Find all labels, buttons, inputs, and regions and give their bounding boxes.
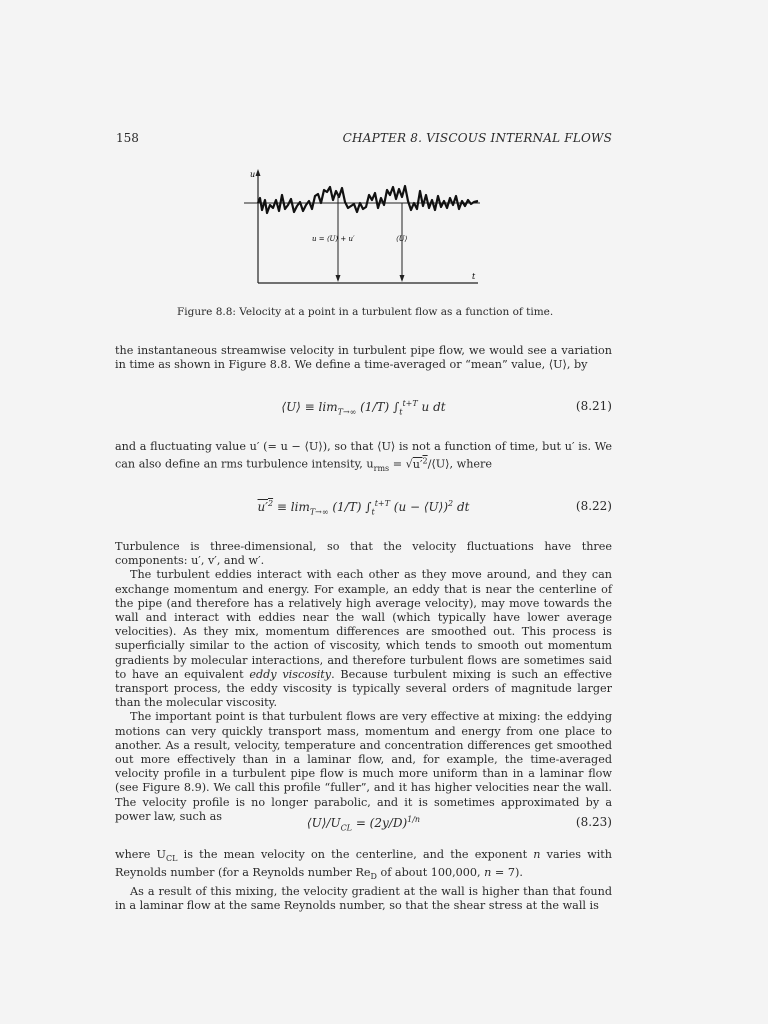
equation-number: (8.21)	[575, 399, 612, 413]
paragraph-fluctuating	[115, 440, 612, 476]
equation-body: $⟨U⟩/U_{CL} = (2y/D)^{1/n}$	[306, 815, 421, 833]
velocity-time-plot	[240, 165, 490, 290]
y-axis-arrow	[256, 169, 261, 176]
annotation-mean: ⟨U⟩	[396, 235, 408, 243]
paragraph-intro	[115, 344, 612, 372]
equation-number: (8.23)	[575, 815, 612, 829]
paragraph-three-dimensional: Turbulence is three-dimensional, so that the velocity fluctuations have three components: u′, v′, and w′.	[115, 540, 612, 568]
body-text-main	[115, 540, 612, 824]
equation-body: ⟨U⟩ ≡ $\lim_{T\to\infty} (1/T)$ $\int_t^{t+T}$ u dt	[281, 399, 446, 417]
equation-8-21	[115, 399, 612, 419]
paragraph-mixing: The important point is that turbulent flows are very effective at mixing: the eddying motions can very quickly transport mass, momentum and energy from one place to another. As a result, velocity, temperature and concentration differences get smoothed out more effectively than in a laminar flow, and, for example, the time-averaged velocity profile in a turbulent pipe flow is much more uniform than in a laminar flow (see Figure 8.9). We call this profile “fuller”, and it has higher velocities near the wall. The velocity profile is no longer parabolic, and it is sometimes approximated by a power law, such as	[115, 710, 612, 823]
turbulent-velocity-trace	[258, 186, 478, 213]
equation-number: (8.22)	[575, 499, 612, 513]
figure-caption: Figure 8.8: Velocity at a point in a turbulent flow as a function of time.	[177, 306, 554, 318]
paragraph-text: the instantaneous streamwise velocity in turbulent pipe flow, we would see a variation in time as shown in Figure 8.8. We define a time-averaged or “mean” value, ⟨U⟩, by	[115, 344, 612, 372]
paragraph-shear: As a result of this mixing, the velocity gradient at the wall is higher than that found in a laminar flow at the same Reynolds number, so that the shear stress at the wall is	[115, 884, 612, 913]
pointer-arrow-right	[400, 275, 405, 282]
figure-8-8	[240, 165, 490, 290]
equation-8-22	[115, 499, 612, 519]
paragraph-centerline: where $U_{CL}$ is the mean velocity on the centerline, and the exponent n varies with Reynolds number (for a Reynolds number $Re_D$ of about 100,000, n = 7).	[115, 848, 612, 882]
paragraph-text: and a fluctuating value u′ (= u − ⟨U⟩), so that ⟨U⟩ is not a function of time, but u′ is. We can also define an rms turbulence intensity, $u_{rms}$ = $√u'^2/⟨U⟩$, where	[115, 440, 612, 474]
chapter-header: CHAPTER 8. VISCOUS INTERNAL FLOWS	[342, 131, 612, 145]
body-text-end	[115, 848, 612, 913]
x-axis-label: t	[472, 272, 476, 281]
y-axis-label: u	[250, 170, 256, 179]
annotation-instantaneous: u = ⟨U⟩ + u′	[312, 235, 355, 243]
paragraph-eddies: The turbulent eddies interact with each other as they move around, and they can exchange momentum and energy. For example, an eddy that is near the centerline of the pipe (and therefore has a relatively high average velocity), may move towards the wall and interact with eddies near the wall (which typically have lower average velocities). As they mix, momentum differences are smoothed out. This process is superficially similar to the action of viscosity, which tends to smooth out momentum gradients by molecular interactions, and therefore turbulent flows are sometimes said to have an equivalent eddy viscosity. Because turbulent mixing is such an effective transport process, the eddy viscosity is typically several orders of magnitude larger than the molecular viscosity.	[115, 568, 612, 710]
equation-8-23	[115, 815, 612, 837]
page-number: 158	[116, 131, 139, 145]
equation-body: $u'^2 \equiv \lim_{T\to\infty} (1/T)$ $\int_t^{t+T}$ (u − ⟨U⟩)$^2$ dt	[257, 499, 470, 517]
pointer-arrow-left	[336, 275, 341, 282]
